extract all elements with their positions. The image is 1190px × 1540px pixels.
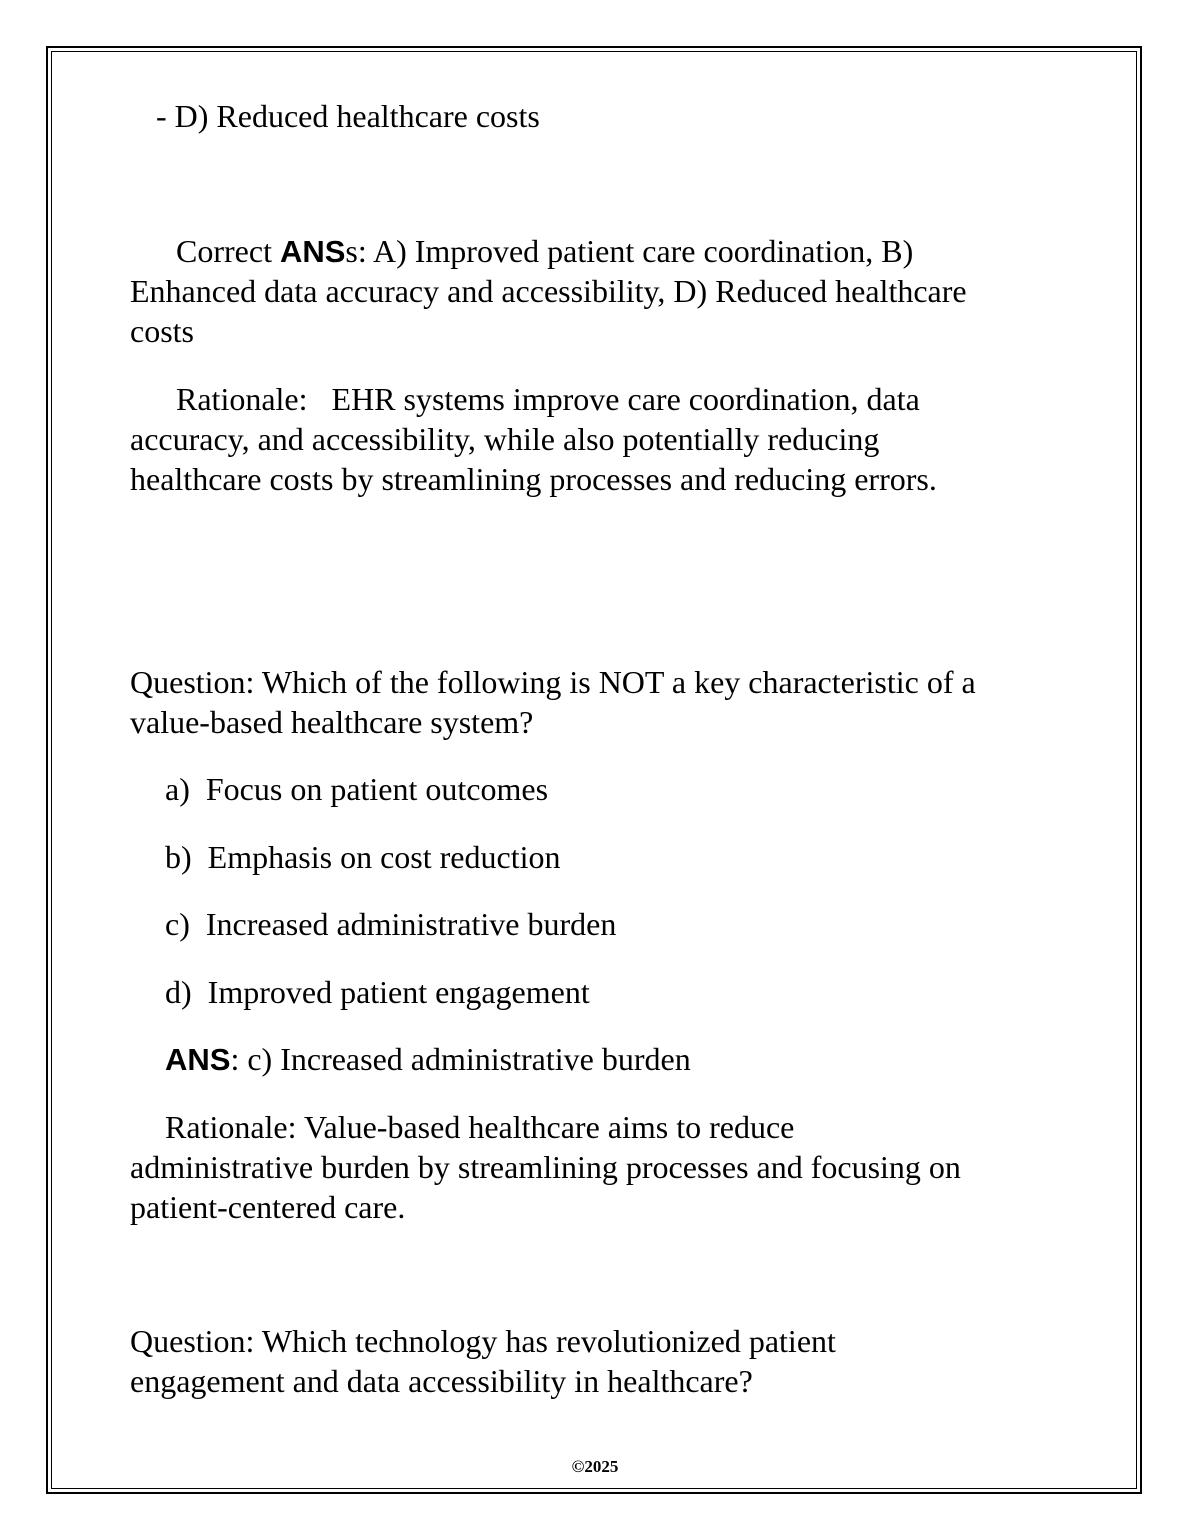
q1-answer-line3: costs bbox=[130, 313, 194, 349]
q1-answer-rest: s: A) Improved patient care coordination, B) bbox=[345, 233, 914, 269]
q2-rationale-line2: administrative burden by streamlining processes and focusing on bbox=[130, 1149, 961, 1185]
q2-option-a: a) Focus on patient outcomes bbox=[165, 771, 549, 807]
q2-question-line2: value-based healthcare system? bbox=[130, 704, 534, 740]
q1-answer-line1 bbox=[176, 231, 913, 272]
q1-rationale-line3: healthcare costs by streamlining processes and reducing errors. bbox=[130, 461, 937, 497]
q3-question-line2: engagement and data accessibility in healthcare? bbox=[130, 1363, 753, 1399]
copyright-footer: ©2025 bbox=[571, 1457, 619, 1476]
q2-option-d: d) Improved patient engagement bbox=[165, 974, 590, 1010]
q1-answer-keyword: ANS bbox=[279, 234, 346, 269]
q2-rationale-line3: patient-centered care. bbox=[130, 1189, 406, 1225]
q1-answer-line2: Enhanced data accuracy and accessibility, D) Reduced healthcare bbox=[130, 273, 967, 309]
q3-question-line1: Question: Which technology has revolutionized patient bbox=[130, 1323, 836, 1359]
q2-option-c: c) Increased administrative burden bbox=[165, 906, 617, 942]
q2-question-line1: Question: Which of the following is NOT a key characteristic of a bbox=[130, 664, 976, 700]
q2-option-b: b) Emphasis on cost reduction bbox=[165, 839, 561, 875]
q2-answer-rest: : c) Increased administrative burden bbox=[230, 1041, 691, 1077]
q1-answer-prefix: Correct bbox=[176, 233, 280, 269]
q2-answer-keyword: ANS bbox=[165, 1042, 231, 1077]
prev-option-d: - D) Reduced healthcare costs bbox=[156, 98, 540, 134]
q2-rationale-line1: Rationale: Value-based healthcare aims to reduce bbox=[165, 1109, 795, 1145]
q1-rationale-line2: accuracy, and accessibility, while also potentially reducing bbox=[130, 421, 880, 457]
q2-answer bbox=[165, 1039, 691, 1080]
q1-rationale-line1: Rationale: EHR systems improve care coordination, data bbox=[176, 381, 920, 417]
